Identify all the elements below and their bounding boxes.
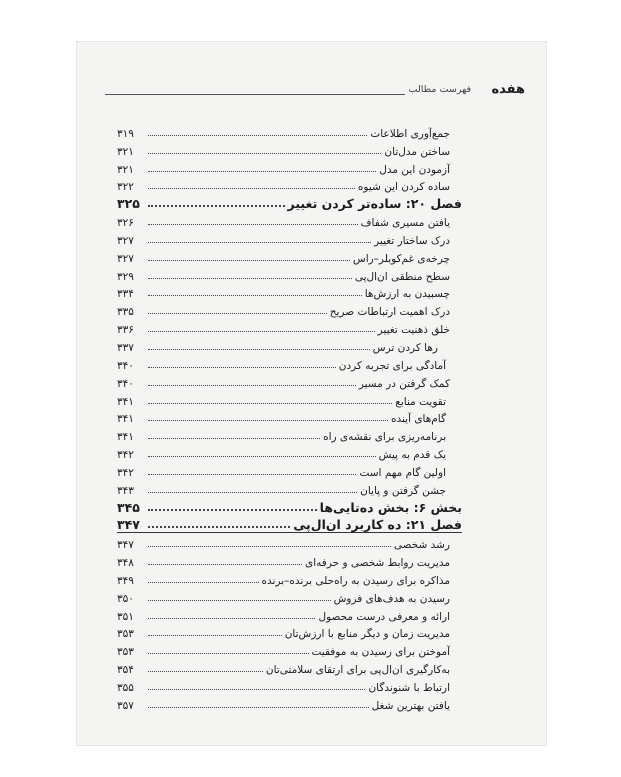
toc-entry-title: تقویت منابع	[395, 395, 446, 408]
dot-leader	[148, 278, 352, 279]
toc-entry-page: ۳۴۵	[117, 499, 140, 515]
dot-leader	[148, 671, 263, 672]
toc-entry-title: آمادگی برای تجربه کردن	[338, 359, 446, 372]
toc-entry-title: آموختن برای رسیدن به موفقیت	[311, 646, 450, 659]
toc-entry-page: ۳۴۲	[117, 466, 134, 479]
toc-entry	[117, 551, 462, 569]
toc-entry	[117, 461, 462, 479]
dot-leader	[148, 492, 357, 493]
dot-leader	[148, 564, 302, 565]
toc-entry-title: آزمودن این مدل	[379, 163, 450, 176]
toc-entry-title: یک قدم به پیش	[378, 449, 446, 462]
toc-entry	[117, 658, 462, 676]
dot-leader	[148, 205, 285, 207]
toc-entry-page: ۳۴۰	[117, 377, 134, 390]
dot-leader	[148, 546, 391, 547]
dot-leader	[148, 171, 376, 172]
toc-entry-page: ۳۲۱	[117, 163, 134, 176]
toc-entry	[117, 533, 462, 551]
dot-leader	[148, 367, 336, 368]
toc-entry-title: اولین گام مهم است	[359, 466, 446, 479]
toc-entry-page: ۳۲۵	[117, 196, 140, 212]
toc-entry-title: خلق ذهنیت تغییر	[377, 324, 450, 337]
toc-entry-page: ۳۴۹	[117, 574, 134, 587]
toc-entry-page: ۳۳۶	[117, 324, 134, 337]
toc-entry-page: ۳۳۵	[117, 306, 134, 319]
toc-entry	[117, 247, 462, 265]
toc-entry	[117, 425, 462, 443]
dot-leader	[148, 582, 259, 583]
toc-entry-title: مدیریت زمان و دیگر منابع با ارزش‌تان	[284, 628, 450, 641]
dot-leader	[148, 260, 350, 261]
toc-entry-title: ساده کردن این شیوه	[357, 181, 450, 194]
toc-entry-title: مذاکره برای رسیدن به راه‌حلی برنده–برنده	[261, 574, 450, 587]
toc-entry-title: گام‌های آینده	[390, 413, 446, 426]
dot-leader	[148, 438, 320, 439]
dot-leader	[148, 153, 381, 154]
toc-entry	[117, 587, 462, 605]
toc-entry	[117, 283, 462, 301]
toc-entry-title: بخش ۶: بخش ده‌تایی‌ها	[319, 499, 462, 515]
dot-leader	[148, 707, 369, 708]
toc-entry-title: یافتن مسیری شفاف	[360, 217, 450, 230]
toc-entry	[117, 176, 462, 194]
toc-entry-page: ۳۲۷	[117, 234, 134, 247]
toc-entry-title: رها کردن ترس	[372, 341, 438, 354]
toc-entry-page: ۳۲۶	[117, 217, 134, 230]
toc-entry-page: ۳۱۹	[117, 127, 134, 140]
toc-entry	[117, 336, 462, 354]
toc-entry-title: فصل ۲۰: ساده‌تر کردن تغییر	[287, 196, 462, 212]
toc-entry-title: جشن گرفتن و پایان	[360, 484, 446, 497]
dot-leader	[148, 313, 327, 314]
toc-entry	[117, 229, 462, 247]
toc-entry-title: ارائه و معرفی درست محصول	[318, 610, 450, 623]
toc-entry-page: ۳۴۷	[117, 517, 140, 533]
toc-entry-title: سطح منطقی ان‌ال‌پی	[354, 270, 450, 283]
toc-entry	[117, 300, 462, 318]
dot-leader	[148, 349, 370, 350]
toc-entry-page: ۳۲۲	[117, 181, 134, 194]
toc-heading	[117, 515, 462, 534]
dot-leader	[148, 618, 315, 619]
toc-entry-title: مدیریت روابط شخصی و حرفه‌ای	[305, 557, 450, 570]
toc-entry	[117, 640, 462, 658]
toc-entry	[117, 623, 462, 641]
toc-entry-page: ۳۵۳	[117, 646, 134, 659]
toc-entry-title: کمک گرفتن در مسیر	[358, 377, 450, 390]
dot-leader	[148, 224, 358, 225]
toc-entry-title: چرخه‌ی غم‌کوبلر–راس	[352, 252, 450, 265]
toc-entry-page: ۳۳۷	[117, 341, 134, 354]
toc-entry-title: یافتن بهترین شغل	[371, 699, 450, 712]
toc-entry-page: ۳۵۱	[117, 610, 134, 623]
toc-entry	[117, 569, 462, 587]
dot-leader	[148, 331, 375, 332]
toc-entry-title: چسبیدن به ارزش‌ها	[364, 288, 450, 301]
toc-entry-title: فصل ۲۱: ده کاربرد ان‌ال‌پی	[293, 517, 462, 533]
dot-leader	[148, 635, 282, 636]
dot-leader	[148, 456, 376, 457]
toc-entry-page: ۳۴۳	[117, 484, 134, 497]
toc-entry-title: ساختن مدل‌تان	[384, 145, 450, 158]
toc-entry-page: ۳۵۰	[117, 592, 134, 605]
dot-leader	[148, 509, 317, 511]
toc-entry-page: ۳۴۱	[117, 413, 134, 426]
dot-leader	[148, 653, 309, 654]
dot-leader	[148, 689, 365, 690]
toc-entry	[117, 372, 462, 390]
running-title: فهرست مطالب	[408, 84, 471, 95]
toc-entry-page: ۳۴۱	[117, 395, 134, 408]
dot-leader	[148, 420, 388, 421]
dot-leader	[148, 385, 356, 386]
toc-entry	[117, 140, 462, 158]
toc-entry-page: ۳۲۹	[117, 270, 134, 283]
dot-leader	[148, 135, 367, 136]
toc-entry	[117, 122, 462, 140]
toc-entry	[117, 694, 462, 712]
toc-entry-title: جمع‌آوری اطلاعات	[370, 127, 450, 140]
toc-entry	[117, 479, 462, 497]
toc-heading	[117, 497, 462, 515]
dot-leader	[148, 295, 362, 296]
toc-entry-title: درک ساختار تغییر	[374, 234, 450, 247]
toc-entry	[117, 211, 462, 229]
toc-entry-page: ۳۴۷	[117, 539, 134, 552]
toc-entry-title: به‌کارگیری ان‌ال‌پی برای ارتقای سلامتی‌تان	[265, 664, 450, 677]
toc-entry-page: ۳۲۷	[117, 252, 134, 265]
toc-entry-page: ۳۳۴	[117, 288, 134, 301]
toc-entry	[117, 605, 462, 623]
dot-leader	[148, 403, 392, 404]
toc-entry	[117, 443, 462, 461]
toc-entry	[117, 265, 462, 283]
toc-entry-title: درک اهمیت ارتباطات صریح	[329, 306, 450, 319]
toc-entry-page: ۳۴۰	[117, 359, 134, 372]
toc-entry-page: ۳۲۱	[117, 145, 134, 158]
page-number: هفده	[491, 82, 525, 97]
toc-entry	[117, 158, 462, 176]
dot-leader	[148, 188, 355, 189]
toc-entry-page: ۳۴۲	[117, 449, 134, 462]
toc-entry-title: برنامه‌ریزی برای نقشه‌ی راه	[323, 431, 446, 444]
page-header	[105, 82, 525, 98]
dot-leader	[148, 526, 290, 528]
toc-entry	[117, 354, 462, 372]
toc-entry	[117, 318, 462, 336]
dot-leader	[148, 474, 356, 475]
toc-entry	[117, 390, 462, 408]
toc-entry-page: ۳۵۵	[117, 682, 134, 694]
toc-entry	[117, 676, 462, 694]
toc-entry-title: رسیدن به هدف‌های فروش	[333, 592, 450, 605]
table-of-contents	[117, 122, 462, 712]
toc-entry-page: ۳۴۸	[117, 557, 134, 570]
toc-entry-page: ۳۵۷	[117, 699, 134, 712]
toc-entry-title: ارتباط با شنوندگان	[368, 682, 450, 694]
toc-entry-title: رشد شخصی	[393, 539, 450, 552]
book-page	[77, 42, 546, 745]
dot-leader	[148, 242, 371, 243]
toc-entry	[117, 408, 462, 426]
toc-heading	[117, 193, 462, 211]
dot-leader	[148, 600, 331, 601]
header-rule	[105, 94, 405, 95]
toc-entry-page: ۳۴۱	[117, 431, 134, 444]
toc-entry-page: ۳۵۳	[117, 628, 134, 641]
toc-entry-page: ۳۵۴	[117, 664, 134, 677]
